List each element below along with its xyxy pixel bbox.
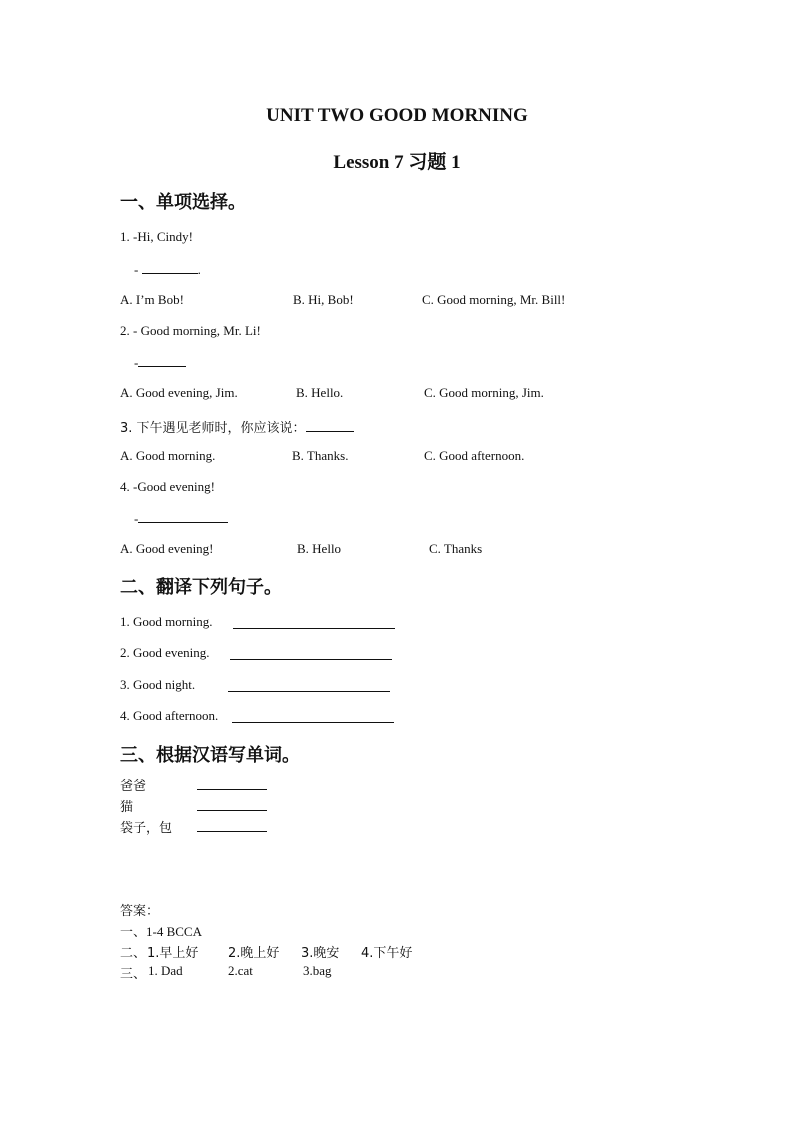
q3-stem: 3. 下午遇见老师时，你应该说： bbox=[120, 417, 354, 436]
word-item-3: 袋子，包 bbox=[120, 821, 173, 836]
q1-option-c: C. Good morning, Mr. Bill! bbox=[422, 292, 566, 307]
part3-heading: 三、根据汉语写单词。 bbox=[120, 745, 300, 766]
translate-blank-4 bbox=[232, 708, 394, 723]
q4-answer-blank bbox=[138, 510, 228, 523]
q4-option-a: A. Good evening! bbox=[120, 541, 214, 556]
part2-heading: 二、翻译下列句子。 bbox=[120, 577, 282, 598]
q1-option-a: A. I’m Bob! bbox=[120, 292, 184, 307]
q3-option-a: A. Good morning. bbox=[120, 448, 216, 463]
q3-option-c: C. Good afternoon. bbox=[424, 448, 525, 463]
answers-line-2-item: 2.晚上好 bbox=[228, 946, 280, 961]
answers-line-2-item: 3.晚安 bbox=[301, 946, 340, 961]
answers-line-3-item: 3.bag bbox=[303, 963, 332, 978]
q1-answer-blank bbox=[142, 261, 198, 274]
q4-reply: - bbox=[134, 510, 228, 527]
word-item-1: 爸爸 bbox=[120, 779, 147, 794]
translate-item-4: 4. Good afternoon. bbox=[120, 708, 219, 723]
answers-line-2-prefix: 二、 bbox=[120, 946, 147, 961]
q2-option-a: A. Good evening, Jim. bbox=[120, 385, 238, 400]
translate-blank-3 bbox=[228, 677, 390, 692]
page-title: UNIT TWO GOOD MORNING bbox=[266, 105, 528, 126]
q1-stem: 1. -Hi, Cindy! bbox=[120, 229, 193, 244]
answers-line-1: 一、1-4 BCCA bbox=[120, 924, 202, 939]
q3-option-b: B. Thanks. bbox=[292, 448, 349, 463]
answers-line-3-prefix: 三、 bbox=[120, 967, 147, 982]
answers-line-2-item: 4.下午好 bbox=[361, 946, 413, 961]
part1-heading: 一、单项选择。 bbox=[120, 192, 246, 213]
word-blank-1 bbox=[197, 775, 267, 790]
translate-item-3: 3. Good night. bbox=[120, 677, 196, 692]
translate-blank-2 bbox=[230, 645, 392, 660]
translate-item-1: 1. Good morning. bbox=[120, 614, 213, 629]
answers-label: 答案： bbox=[120, 904, 160, 919]
q4-stem: 4. -Good evening! bbox=[120, 479, 215, 494]
q1-option-b: B. Hi, Bob! bbox=[293, 292, 354, 307]
answers-line-3-item: 2.cat bbox=[228, 963, 253, 978]
word-blank-2 bbox=[197, 796, 267, 811]
word-item-2: 猫 bbox=[120, 800, 134, 815]
answers-line-2-item: 1.早上好 bbox=[147, 946, 199, 961]
q2-option-c: C. Good morning, Jim. bbox=[424, 385, 544, 400]
translate-blank-1 bbox=[233, 614, 395, 629]
page-subtitle: Lesson 7 习题 1 bbox=[333, 152, 461, 173]
answers-line-3-item: 1. Dad bbox=[148, 963, 183, 978]
q3-answer-blank bbox=[306, 419, 354, 432]
translate-item-2: 2. Good evening. bbox=[120, 645, 210, 660]
q2-answer-blank bbox=[138, 354, 186, 367]
q2-stem: 2. - Good morning, Mr. Li! bbox=[120, 323, 261, 338]
q2-reply: - bbox=[134, 354, 186, 371]
q4-option-c: C. Thanks bbox=[429, 541, 483, 556]
q1-reply: - . bbox=[134, 262, 201, 277]
q4-option-b: B. Hello bbox=[297, 541, 342, 556]
q2-option-b: B. Hello. bbox=[296, 385, 344, 400]
word-blank-3 bbox=[197, 817, 267, 832]
